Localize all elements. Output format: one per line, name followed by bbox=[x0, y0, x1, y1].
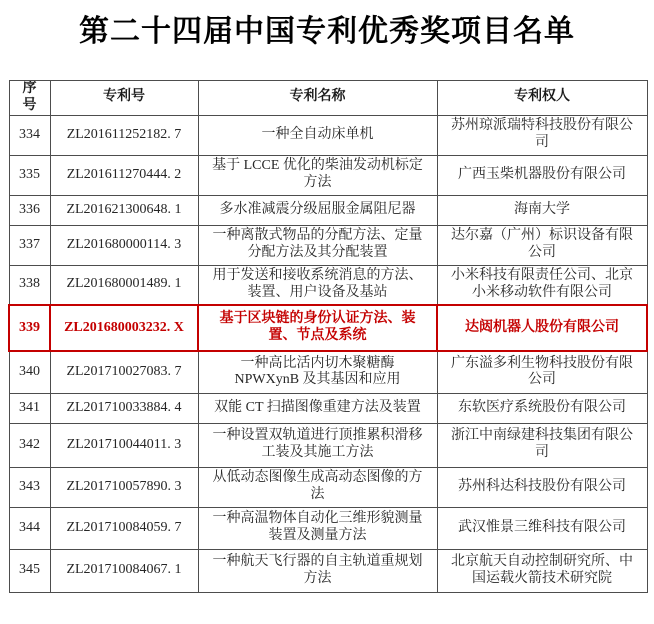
cell-serial: 334 bbox=[9, 115, 50, 155]
cell-patent-name: 一种高比活内切木聚糖酶 NPWXynB 及其基因和应用 bbox=[198, 351, 437, 393]
cell-serial: 339 bbox=[9, 305, 50, 351]
cell-patentee: 武汉惟景三维科技有限公司 bbox=[437, 507, 647, 549]
cell-patent-number: ZL201710033884. 4 bbox=[50, 393, 198, 423]
cell-patent-name: 基于 LCCE 优化的柴油发动机标定方法 bbox=[198, 155, 437, 195]
cell-patentee: 浙江中南绿建科技集团有限公司 bbox=[437, 423, 647, 467]
header-patent-number: 专利号 bbox=[50, 81, 198, 116]
cell-patent-name: 一种航天飞行器的自主轨道重规划方法 bbox=[198, 549, 437, 592]
cell-serial: 338 bbox=[9, 265, 50, 305]
cell-patentee: 海南大学 bbox=[437, 195, 647, 225]
cell-patent-name: 从低动态图像生成高动态图像的方法 bbox=[198, 467, 437, 507]
cell-serial: 342 bbox=[9, 423, 50, 467]
cell-serial: 336 bbox=[9, 195, 50, 225]
header-serial: 序号 bbox=[9, 81, 50, 116]
table-row-336 bbox=[9, 195, 647, 225]
cell-patent-number: ZL201710027083. 7 bbox=[50, 351, 198, 393]
cell-patent-number: ZL201621300648. 1 bbox=[50, 195, 198, 225]
table-row-345 bbox=[9, 549, 647, 592]
table-row-337 bbox=[9, 225, 647, 265]
cell-patentee: 广东溢多利生物科技股份有限公司 bbox=[437, 351, 647, 393]
cell-patent-name: 用于发送和接收系统消息的方法、装置、用户设备及基站 bbox=[198, 265, 437, 305]
cell-patent-number: ZL201611270444. 2 bbox=[50, 155, 198, 195]
cell-serial: 343 bbox=[9, 467, 50, 507]
cell-patent-name: 一种设置双轨道进行顶推累积滑移工装及其施工方法 bbox=[198, 423, 437, 467]
cell-serial: 345 bbox=[9, 549, 50, 592]
cell-patent-number: ZL201611252182. 7 bbox=[50, 115, 198, 155]
cell-patentee: 达尔嘉（广州）标识设备有限公司 bbox=[437, 225, 647, 265]
table-row-335 bbox=[9, 155, 647, 195]
table-row-342 bbox=[9, 423, 647, 467]
table-header-row bbox=[9, 81, 647, 116]
cell-patentee: 苏州琼派瑞特科技股份有限公司 bbox=[437, 115, 647, 155]
table-row-334 bbox=[9, 115, 647, 155]
table-row-343 bbox=[9, 467, 647, 507]
cell-patentee: 小米科技有限责任公司、北京小米移动软件有限公司 bbox=[437, 265, 647, 305]
document-page bbox=[0, 14, 654, 624]
cell-patent-name: 一种离散式物品的分配方法、定量分配方法及其分配装置 bbox=[198, 225, 437, 265]
cell-patentee: 广西玉柴机器股份有限公司 bbox=[437, 155, 647, 195]
cell-serial: 344 bbox=[9, 507, 50, 549]
patent-table bbox=[8, 80, 648, 593]
cell-patent-number: ZL201680000114. 3 bbox=[50, 225, 198, 265]
cell-patentee: 苏州科达科技股份有限公司 bbox=[437, 467, 647, 507]
table-row-344 bbox=[9, 507, 647, 549]
cell-patent-number: ZL201680003232. X bbox=[50, 305, 198, 351]
cell-patentee: 东软医疗系统股份有限公司 bbox=[437, 393, 647, 423]
header-patentee: 专利权人 bbox=[437, 81, 647, 116]
cell-patent-number: ZL201710084059. 7 bbox=[50, 507, 198, 549]
cell-patent-name: 一种高温物体自动化三维形貌测量装置及测量方法 bbox=[198, 507, 437, 549]
cell-patent-number: ZL201710057890. 3 bbox=[50, 467, 198, 507]
cell-patent-name: 基于区块链的身份认证方法、装置、节点及系统 bbox=[198, 305, 437, 351]
cell-serial: 340 bbox=[9, 351, 50, 393]
cell-patentee: 北京航天自动控制研究所、中国运载火箭技术研究院 bbox=[437, 549, 647, 592]
cell-patent-name: 多水准减震分级屈服金属阻尼器 bbox=[198, 195, 437, 225]
cell-patent-name: 双能 CT 扫描图像重建方法及装置 bbox=[198, 393, 437, 423]
page-title: 第二十四届中国专利优秀奖项目名单 bbox=[79, 15, 575, 48]
table-row-338 bbox=[9, 265, 647, 305]
cell-patent-number: ZL201710084067. 1 bbox=[50, 549, 198, 592]
cell-serial: 335 bbox=[9, 155, 50, 195]
cell-patent-number: ZL201680001489. 1 bbox=[50, 265, 198, 305]
cell-patent-number: ZL201710044011. 3 bbox=[50, 423, 198, 467]
table-row-340 bbox=[9, 351, 647, 393]
cell-serial: 337 bbox=[9, 225, 50, 265]
table-row-339-highlighted bbox=[9, 305, 647, 351]
header-patent-name: 专利名称 bbox=[198, 81, 437, 116]
table-row-341 bbox=[9, 393, 647, 423]
cell-serial: 341 bbox=[9, 393, 50, 423]
cell-patentee: 达闼机器人股份有限公司 bbox=[437, 305, 647, 351]
cell-patent-name: 一种全自动床单机 bbox=[198, 115, 437, 155]
